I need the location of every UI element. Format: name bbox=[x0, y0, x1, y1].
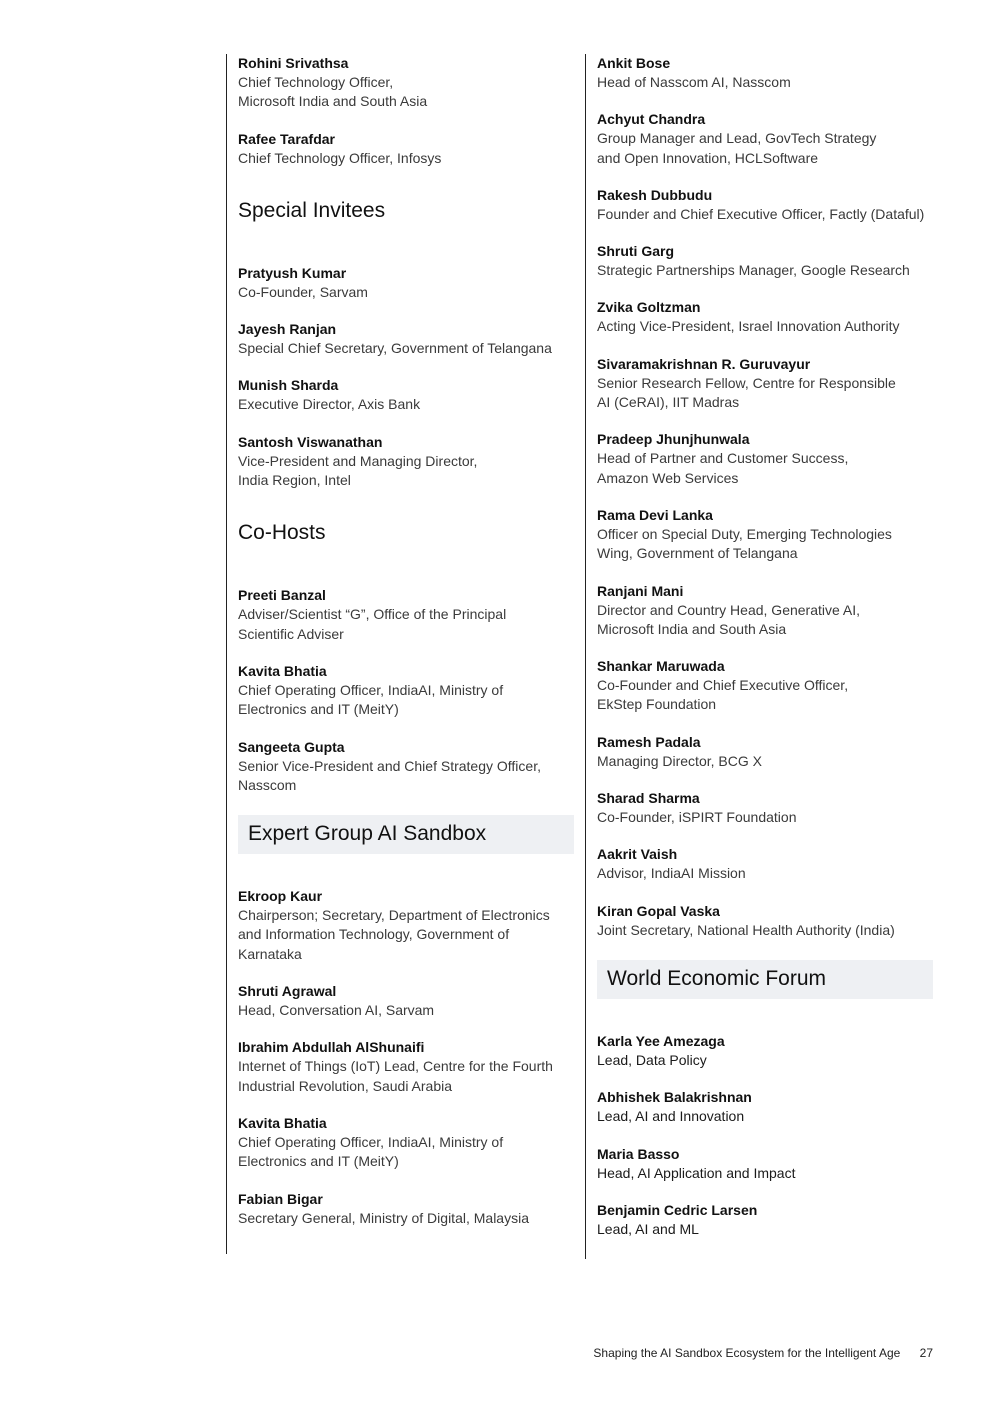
person-name: Munish Sharda bbox=[238, 377, 339, 394]
person-entry bbox=[597, 242, 937, 280]
person-entry bbox=[597, 430, 937, 488]
section-heading-expert-group: Expert Group AI Sandbox bbox=[238, 815, 574, 854]
person-entry bbox=[597, 186, 937, 224]
person-name: Shruti Agrawal bbox=[238, 983, 337, 1000]
person-role: Lead, Data Policy bbox=[597, 1051, 707, 1068]
person-name: Sangeeta Gupta bbox=[238, 738, 345, 755]
co-hosts-list bbox=[238, 586, 578, 795]
person-name: Aakrit Vaish bbox=[597, 846, 678, 863]
person-role: Chairperson; Secretary, Department of Electronics and Information Technology, Government of Karnataka bbox=[238, 907, 550, 962]
person-entry bbox=[597, 54, 937, 92]
person-entry bbox=[597, 1145, 937, 1183]
person-role: Head of Partner and Customer Success, Amazon Web Services bbox=[597, 450, 849, 486]
person-name: Abhishek Balakrishnan bbox=[597, 1089, 752, 1106]
person-name: Ramesh Padala bbox=[597, 733, 701, 750]
wef-list bbox=[597, 1032, 937, 1239]
person-name: Ankit Bose bbox=[597, 55, 671, 71]
person-role: Strategic Partnerships Manager, Google Research bbox=[597, 262, 910, 279]
person-name: Zvika Goltzman bbox=[597, 299, 701, 316]
person-name: Kavita Bhatia bbox=[238, 1114, 327, 1131]
person-name: Shankar Maruwada bbox=[597, 658, 725, 675]
person-role: Acting Vice-President, Israel Innovation Authority bbox=[597, 318, 900, 335]
person-entry bbox=[597, 110, 937, 168]
person-name: Benjamin Cedric Larsen bbox=[597, 1201, 758, 1218]
person-entry bbox=[597, 506, 937, 564]
person-entry bbox=[597, 733, 937, 771]
person-name: Ibrahim Abdullah AlShunaifi bbox=[238, 1039, 425, 1056]
person-role: Senior Vice-President and Chief Strategy Officer, Nasscom bbox=[238, 757, 541, 793]
special-invitees-list bbox=[238, 264, 578, 490]
person-entry bbox=[597, 657, 937, 715]
person-entry bbox=[238, 376, 578, 414]
person-entry bbox=[238, 320, 578, 358]
person-entry bbox=[238, 54, 578, 112]
person-entry bbox=[597, 789, 937, 827]
person-entry bbox=[597, 902, 937, 940]
footer-title: Shaping the AI Sandbox Ecosystem for the Intelligent Age bbox=[593, 1346, 901, 1360]
left-group-1 bbox=[238, 54, 578, 168]
person-entry bbox=[597, 1201, 937, 1239]
person-entry bbox=[597, 582, 937, 640]
person-entry bbox=[238, 264, 578, 302]
person-role: Joint Secretary, National Health Authority (India) bbox=[597, 921, 895, 938]
person-entry bbox=[238, 1038, 578, 1096]
person-role: Chief Technology Officer, Infosys bbox=[238, 149, 442, 166]
person-role: Executive Director, Axis Bank bbox=[238, 396, 421, 413]
person-name: Ranjani Mani bbox=[597, 582, 684, 599]
person-name: Karla Yee Amezaga bbox=[597, 1032, 725, 1049]
person-name: Rafee Tarafdar bbox=[238, 130, 336, 147]
person-role: Chief Operating Officer, IndiaAI, Ministry of Electronics and IT (MeitY) bbox=[238, 681, 504, 718]
person-role: Head, Conversation AI, Sarvam bbox=[238, 1002, 435, 1019]
expert-group-list bbox=[238, 887, 578, 1228]
person-entry bbox=[597, 1088, 937, 1126]
person-role: Advisor, IndiaAI Mission bbox=[597, 865, 746, 882]
person-role: Co-Founder, Sarvam bbox=[238, 283, 368, 300]
person-name: Rohini Srivathsa bbox=[238, 55, 349, 71]
person-name: Jayesh Ranjan bbox=[238, 321, 337, 338]
person-name: Pratyush Kumar bbox=[238, 264, 347, 281]
person-role: Managing Director, BCG X bbox=[597, 752, 762, 769]
person-name: Sharad Sharma bbox=[597, 790, 700, 807]
person-role: Founder and Chief Executive Officer, Factly (Dataful) bbox=[597, 205, 925, 222]
person-role: Special Chief Secretary, Government of Telangana bbox=[238, 340, 552, 357]
person-name: Rama Devi Lanka bbox=[597, 506, 713, 523]
person-name: Rakesh Dubbudu bbox=[597, 186, 713, 203]
right-group-1 bbox=[597, 54, 937, 940]
person-name: Maria Basso bbox=[597, 1145, 680, 1162]
person-entry bbox=[238, 433, 578, 491]
person-entry bbox=[238, 738, 578, 796]
person-name: Sivaramakrishnan R. Guruvayur bbox=[597, 355, 811, 372]
person-name: Kiran Gopal Vaska bbox=[597, 902, 720, 919]
person-role: Co-Founder and Chief Executive Officer, EkStep Foundation bbox=[597, 677, 849, 713]
page-footer bbox=[593, 1346, 933, 1360]
person-role: Lead, AI and ML bbox=[597, 1220, 699, 1237]
person-entry bbox=[238, 586, 578, 644]
person-name: Achyut Chandra bbox=[597, 111, 706, 128]
person-role: Co-Founder, iSPIRT Foundation bbox=[597, 809, 797, 826]
person-role: Head, AI Application and Impact bbox=[597, 1164, 796, 1181]
person-role: Secretary General, Ministry of Digital, Malaysia bbox=[238, 1209, 529, 1226]
section-heading-world-economic-forum: World Economic Forum bbox=[597, 960, 933, 999]
person-entry bbox=[238, 1190, 578, 1228]
left-column bbox=[226, 54, 578, 1254]
person-role: Group Manager and Lead, GovTech Strategy and Open Innovation, HCLSoftware bbox=[597, 130, 877, 166]
right-column bbox=[585, 54, 937, 1259]
person-role: Director and Country Head, Generative AI, Microsoft India and South Asia bbox=[597, 601, 861, 637]
person-entry bbox=[597, 845, 937, 883]
person-role: Head of Nasscom AI, Nasscom bbox=[597, 74, 791, 90]
section-heading-special-invitees: Special Invitees bbox=[238, 198, 386, 222]
person-entry bbox=[597, 298, 937, 336]
person-role: Chief Technology Officer, Microsoft India and South Asia bbox=[238, 74, 428, 110]
page-number: 27 bbox=[919, 1346, 933, 1360]
person-entry bbox=[238, 662, 578, 720]
person-entry bbox=[238, 887, 578, 964]
person-name: Pradeep Jhunjhunwala bbox=[597, 431, 750, 448]
person-entry bbox=[597, 355, 937, 413]
section-heading-co-hosts: Co-Hosts bbox=[238, 521, 326, 545]
person-entry bbox=[238, 982, 578, 1020]
person-role: Chief Operating Officer, IndiaAI, Ministry of Electronics and IT (MeitY) bbox=[238, 1133, 504, 1170]
person-entry bbox=[597, 1032, 937, 1070]
person-entry bbox=[238, 1114, 578, 1172]
person-name: Ekroop Kaur bbox=[238, 888, 323, 905]
person-entry bbox=[238, 130, 578, 168]
person-name: Preeti Banzal bbox=[238, 587, 326, 604]
person-role: Lead, AI and Innovation bbox=[597, 1108, 745, 1125]
person-name: Shruti Garg bbox=[597, 243, 675, 260]
person-role: Senior Research Fellow, Centre for Responsible AI (CeRAI), IIT Madras bbox=[597, 374, 896, 411]
person-role: Adviser/Scientist “G”, Office of the Principal Scientific Adviser bbox=[238, 606, 507, 642]
person-role: Officer on Special Duty, Emerging Technologies Wing, Government of Telangana bbox=[597, 525, 892, 562]
person-name: Santosh Viswanathan bbox=[238, 433, 383, 450]
person-name: Fabian Bigar bbox=[238, 1190, 323, 1207]
person-role: Vice-President and Managing Director, India Region, Intel bbox=[238, 452, 478, 489]
person-role: Internet of Things (IoT) Lead, Centre for the Fourth Industrial Revolution, Saudi Arabia bbox=[238, 1058, 553, 1094]
person-name: Kavita Bhatia bbox=[238, 662, 327, 679]
